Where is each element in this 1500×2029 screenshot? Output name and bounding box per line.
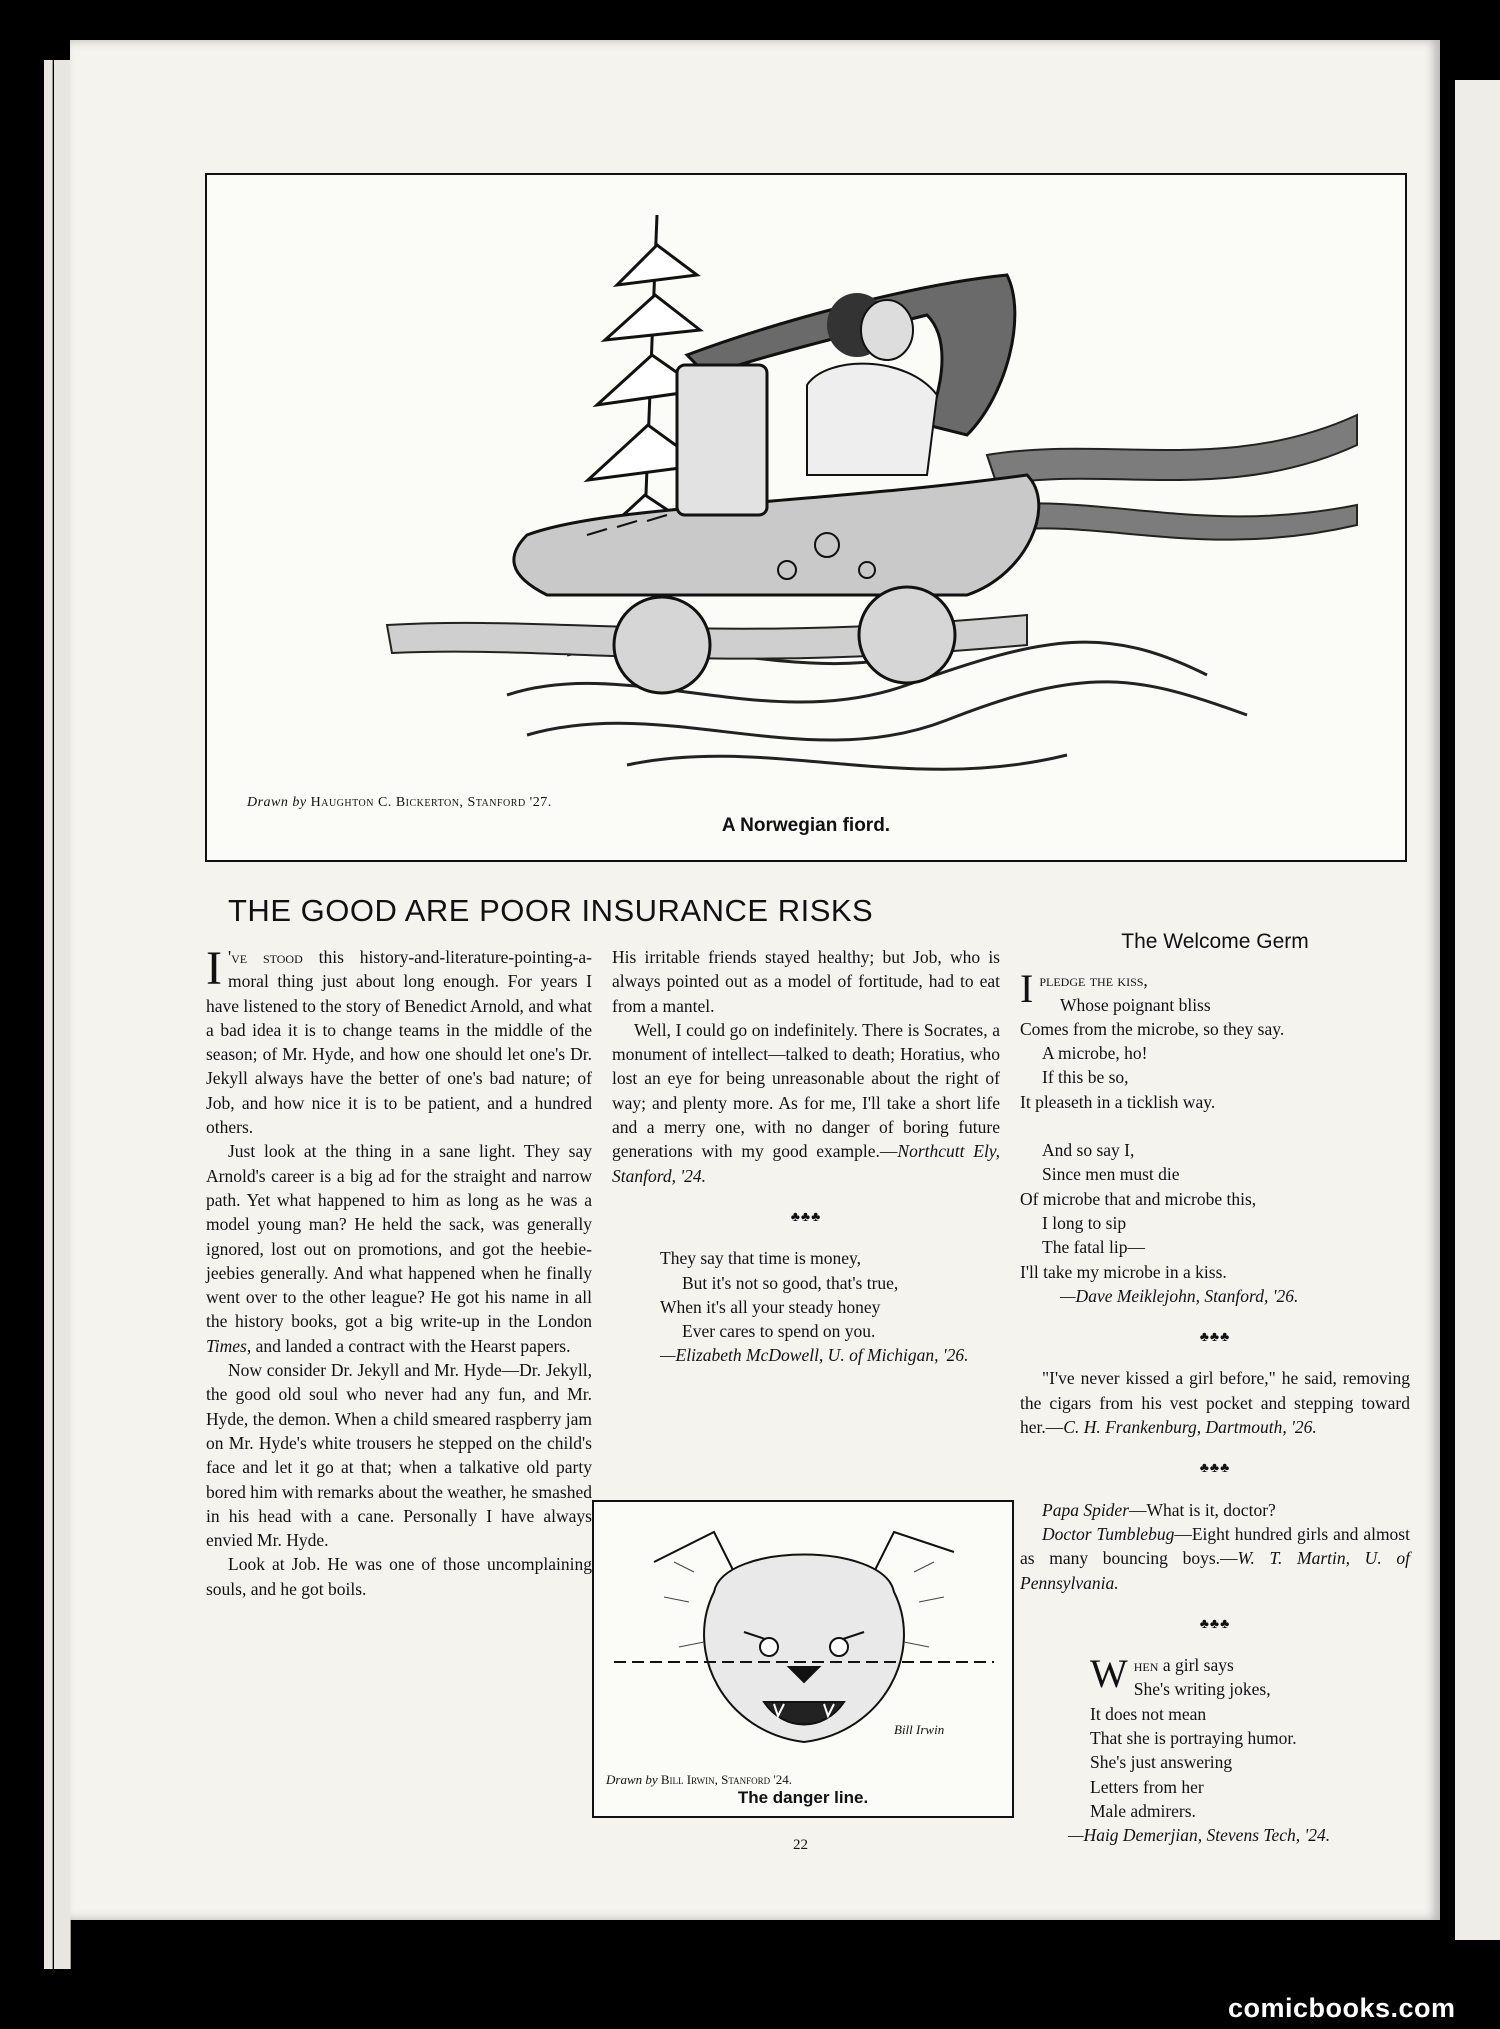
section-separator: ♣♣♣ [1199,1330,1231,1346]
time-verse: They say that time is money, But it's not so good, that's true, When it's all your steady honey Ever cares to spend on you. [660,1248,899,1342]
figure-credit: Drawn by Bill Irwin, Stanford '24. [606,1772,792,1787]
joke-paragraph: "I've never kissed a girl before," he said, removing the cigars from his vest pocket and stepping toward her.—C. H. Frankenburg, Dartmouth, '26. [1020,1368,1410,1438]
drop-cap: W [1090,1651,1128,1697]
artist-signature: Bill Irwin [894,1722,945,1737]
figure-caption: A Norwegian fiord. [721,815,891,836]
verse-signature: —Haig Demerjian, Stevens Tech, '24. [1068,1825,1331,1846]
article-column-2 [612,945,1000,1368]
fiord-drawing [207,175,1405,785]
article-paragraph: I 've stood this history-and-literature-pointing-a-moral thing just about long enough. For years I have listened to the story of Benedict Arnold, and what a bad idea it is to change teams in the middle of the season; of Mr. Hyde, and how one should let one's Dr. Jekyll always have the better of one's bad nature; of Job, and how nice it is to be patient, and a hundred others. [206,942,593,1138]
site-watermark: comicbooks.com [1228,1993,1456,2023]
illustration-norwegian-fiord [205,173,1407,862]
article-column-1 [206,942,593,1601]
article-paragraph: Just look at the thing in a sane light. They say Arnold's career is a big ad for the straight and narrow path. Yet what happened to him as long as he was a model young man? He held the sack, was generally ignored, lost out on promotions, and got the heebie-jeebies generally. And what happened when he finally went over to the other league? He got his name in all the history books, got a big write-up in the London Times, and landed a contract with the Hearst papers. [206,1141,592,1356]
facing-page-sliver [1455,80,1500,1940]
poem-signature: —Dave Meiklejohn, Stanford, '26. [1060,1285,1299,1306]
welcome-germ-poem: Ipledge the kiss, Whose poignant bliss Comes from the microbe, so they say. A microbe, ho! If this be so, It pleaseth in a ticklish way. And so say I, Since men must die Of microbe that and microbe this, I long to sip The fatal lip— I'll take my microbe in a kiss. —Dave Meiklejohn, Stanford, '26. [1020,968,1410,1308]
article-signature: Northcutt Ely, Stanford, '24. [612,1141,1000,1186]
verse-signature: —Elizabeth McDowell, U. of Michigan, '26. [660,1345,969,1366]
article-column-3 [1020,930,1410,1848]
joke-paragraph: Doctor Tumblebug—Eight hundred girls and almost as many bouncing boys.—W. T. Martin, U. of Pennsylvania. [1020,1523,1410,1593]
article-headline: THE GOOD ARE POOR INSURANCE RISKS [228,893,874,928]
drop-cap: I [1020,966,1034,1012]
figure-caption: The danger line. [737,1788,869,1807]
poem-title: The Welcome Germ [1121,930,1309,953]
article-paragraph: Well, I could go on indefinitely. There is Socrates, a monument of intellect—talked to death; Horatius, who lost an eye for being unreasonable about the right of way; and plenty more. As for me, I'll take a short life and a merry one, with no danger of boring future generations with my good example.—Northcutt Ely, Stanford, '24. [612,1019,1000,1186]
section-separator: ♣♣♣ [790,1209,822,1225]
article-paragraph: His irritable friends stayed healthy; but Job, who is always pointed out as a model of fortitude, had to eat from a mantel. [612,947,1000,1016]
figure-credit: Drawn by Haughton C. Bickerton, Stanford '27. [247,795,552,810]
girl-verse: When a girl says She's writing jokes, It does not mean That she is portraying humor. She's just answering Letters from her Male admirers. [1090,1651,1297,1821]
illustration-danger-line [592,1500,1014,1818]
joke-paragraph: Papa Spider—What is it, doctor? [1042,1499,1276,1520]
drop-cap: I [206,942,222,995]
section-separator: ♣♣♣ [1199,1461,1231,1477]
page-number: 22 [793,1837,808,1853]
car-body [514,475,1039,595]
article-paragraph: Look at Job. He was one of those uncomplaining souls, and he got boils. [206,1554,592,1599]
page-edge [44,60,53,1969]
wolf-drawing [594,1502,1012,1772]
article-paragraph: Now consider Dr. Jekyll and Mr. Hyde—Dr. Jekyll, the good old soul who never had any fun, and Mr. Hyde, the demon. When a child smeared raspberry jam on Mr. Hyde's white trousers he stepped on the child's face and let it go at that; when a talkative old party bored him with remarks about the weather, he smashed in his head with a cane. Personally I have always envied Mr. Hyde. [206,1360,592,1551]
section-separator: ♣♣♣ [1199,1616,1231,1632]
